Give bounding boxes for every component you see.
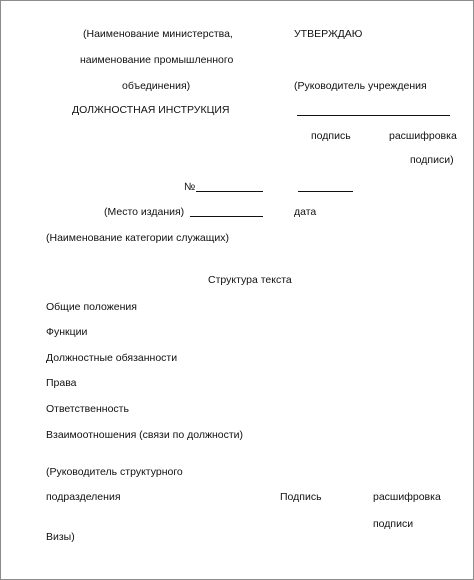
number-label: № [184, 181, 196, 193]
employee-category-label: (Наименование категории служащих) [46, 232, 229, 244]
date-line-top [298, 191, 353, 192]
place-of-issue-label: (Место издания) [104, 206, 185, 218]
head-of-institution-label: (Руководитель учреждения [294, 80, 427, 92]
decoding-label: расшифровка [389, 130, 457, 142]
footer-decoding-label: расшифровка [373, 491, 441, 503]
structure-item: Взаимоотношения (связи по должности) [46, 429, 244, 441]
document-title: ДОЛЖНОСТНАЯ ИНСТРУКЦИЯ [72, 104, 230, 116]
place-of-issue-line [190, 216, 263, 217]
unit-head-label-line1: (Руководитель структурного [46, 466, 183, 478]
ministry-name-line3: объединения) [122, 80, 191, 92]
signature-label: подпись [311, 130, 351, 142]
approve-label: УТВЕРЖДАЮ [294, 28, 363, 40]
structure-title: Структура текста [208, 274, 292, 286]
number-line [196, 191, 263, 192]
visas-label: Визы) [46, 531, 75, 543]
structure-item: Должностные обязанности [46, 352, 178, 364]
structure-item: Права [46, 377, 77, 389]
approval-signature-line [297, 115, 450, 116]
ministry-name-line2: наименование промышленного [80, 54, 234, 66]
footer-decoding-label-cont: подписи [373, 518, 414, 530]
decoding-label-cont: подписи) [410, 154, 454, 166]
unit-head-label-line2: подразделения [46, 491, 121, 503]
date-label: дата [294, 206, 317, 218]
footer-signature-label: Подпись [280, 491, 322, 503]
structure-item: Ответственность [46, 403, 129, 415]
structure-item: Общие положения [46, 301, 137, 313]
structure-item: Функции [46, 326, 88, 338]
ministry-name-line1: (Наименование министерства, [83, 28, 233, 40]
